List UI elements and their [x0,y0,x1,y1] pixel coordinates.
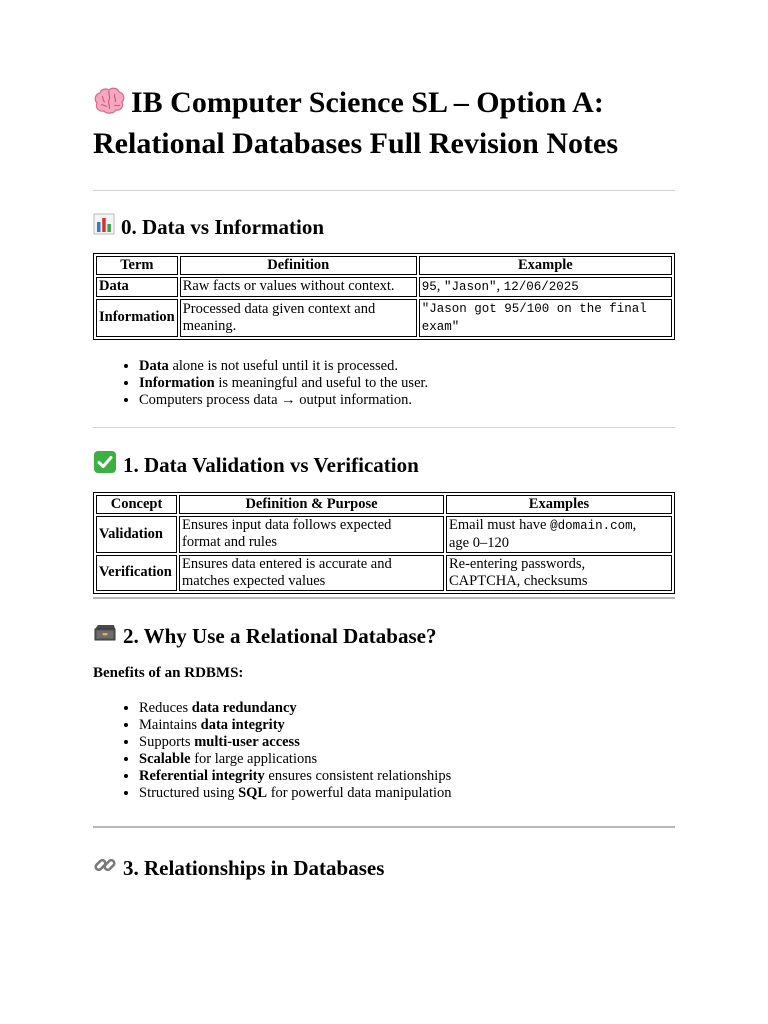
definition-cell: Raw facts or values without context. [180,277,417,297]
list-item: • Maintains data integrity [139,717,675,734]
column-header: Concept [96,495,177,514]
column-header: Example [419,256,672,275]
list-item: • Supports multi-user access [139,734,675,751]
list-item: • Structured using SQL for powerful data manipulation [139,785,675,802]
list-item: • Data alone is not useful until it is processed. [139,358,675,375]
section-heading-validation-vs-verification: 1. Data Validation vs Verification [93,450,675,480]
example-cell: 95, "Jason", 12/06/2025 [419,277,672,297]
page-title [93,84,675,162]
section-heading-relationships: 3. Relationships in Databases [93,853,675,883]
brain-icon [93,86,125,125]
example-cell: "Jason got 95/100 on the final exam" [419,299,672,337]
list-item: • Reduces data redundancy [139,700,675,717]
term-cell: Verification [96,555,177,591]
table-header-row [96,495,672,514]
data-vs-information-table [93,253,675,340]
link-icon [93,853,117,883]
section-heading-data-vs-information: 0. Data vs Information [93,213,675,241]
section-heading-why-relational-database: 2. Why Use a Relational Database? [93,623,675,649]
column-header: Definition [180,256,417,275]
term-cell: Validation [96,516,177,553]
validation-vs-verification-table [93,492,675,594]
term-cell: Data [96,277,178,297]
list-item: • Scalable for large applications [139,751,675,768]
list-item: • Computers process data → output information. [139,392,675,409]
column-header: Examples [446,495,672,514]
table-row [96,277,672,297]
benefits-lead: Benefits of an RDBMS: [93,664,244,681]
example-cell: Email must have @domain.com, age 0–120 [446,516,672,553]
definition-cell: Processed data given context and meaning. [180,299,417,337]
list-item: • Information is meaningful and useful to the user. [139,375,675,392]
title-line-2: Relational Databases Full Revision Notes [93,126,618,160]
document-content [93,84,675,883]
list-item: • Referential integrity ensures consistent relationships [139,768,675,785]
column-header: Definition & Purpose [179,495,444,514]
table-row [96,555,672,591]
example-cell: Re-entering passwords, CAPTCHA, checksums [446,555,672,591]
definition-cell: Ensures data entered is accurate and matches expected values [179,555,444,591]
check-mark-icon [93,450,117,480]
table-header-row [96,256,672,275]
rdbms-benefits-list [93,700,675,802]
bar-chart-icon [93,213,115,241]
data-vs-information-bullets [93,358,675,409]
definition-cell: Ensures input data follows expected format and rules [179,516,444,553]
column-header: Term [96,256,178,275]
table-row [96,299,672,337]
title-line-1: IB Computer Science SL – Option A: [131,86,604,119]
file-cabinet-icon [93,623,117,649]
table-row [96,516,672,553]
term-cell: Information [96,299,178,337]
